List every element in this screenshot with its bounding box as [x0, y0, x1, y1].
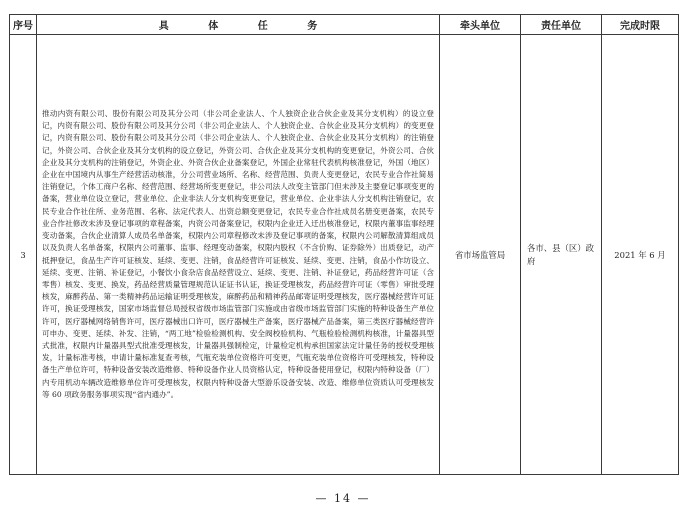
- header-responsible-unit: 责任单位: [521, 15, 602, 35]
- row-number: 3: [10, 35, 37, 475]
- task-table: [9, 14, 679, 475]
- responsible-unit: 各市、县（区）政府: [521, 35, 602, 475]
- table-header-row: [10, 15, 679, 35]
- header-deadline: 完成时限: [602, 15, 679, 35]
- page-number: — 14 —: [315, 492, 371, 505]
- task-description: 推动内资有限公司、股份有限公司及其分公司（非公司企业法人、个人独资企业合伙企业及其分支机构）的设立登记，内资有限公司、股份有限公司及其分公司（非公司企业法人、个人独资企业、合伙企业及其分支机构）的变更登记，内资有限公司、股份有限公司及其分公司（非公司企业法人、个人独资企业、合伙企业及其分支机构）的注销登记，外资公司、合伙企业及其分支机构的设立登记，外资公司、合伙企业及其分支机构的变更登记，外资公司、合伙企业及其分支机构的注销登记，外资企业、外资合伙企业备案登记，外国企业常驻代表机构核准登记，外国（地区）企业在中国境内从事生产经营活动核准，分公司营业场所、名称、经营范围、负责人变更登记，农民专业合作社简易注销登记，个体工商户名称、经营范围、经营场所变更登记，非公司法人改变主管部门但未涉及主要登记事项变更的备案，营业单位设立登记，营业单位、企业非法人分支机构变更登记，营业单位、企业非法人分支机构注销登记，农民专业合作社住所、业务范围、名称、法定代表人、出资总额变更登记，农民专业合作社成员名册变更备案，农民专业合作社修改未涉及登记事项的章程备案，内资公司备案登记，权限内企业迁入迁出核准登记，权限内董事监事经理变动备案，合伙企业清算人成员名单备案，权限内公司章程修改未涉及登记事项的备案，权限内公司解散清算组成员以及负责人名单备案，权限内公司董事、监事、经理变动备案，权限内股权（不含价购、证券除外）出质登记，动产抵押登记，食品生产许可证核发、延续、变更、注销，食品经营许可证核发、延续、变更、注销，食品小作坊设立、延续、变更、注销、补证登记，小餐饮小食杂店食品经营设立、延续、变更、注销、补证登记，药品经营许可证（含零售）核发、变更、换发，药品经营质量管理规范认证证书认证，换证受理核发，药品经营许可证（零售）审批受理核发，麻醉药品、第一类精神药品运输证明受理核发，麻醉药品和精神药品邮寄证明受理核发，医疗器械经营许可证许可，换证受理核发，国家市场监督总局授权省级市场监管部门实施或由省级市场监管部门实施的特种设备生产单位许可，医疗器械网络销售许可，医疗器械出口许可，医疗器械生产备案，医疗器械产品备案，第三类医疗器械经营许可申办、变更、延续、补发、注销，“两工地”检验检测机构、安全阀校验机构、气瓶检验检测机构核准，计量器具型式批准，权限内计量器具型式批准受理核发，计量器具强制检定，计量检定机构承担国家法定计量任务的授权受理核发，计量标准考核，申请计量标准复查考核，气瓶充装单位资格许可变更，气瓶充装单位资格许可受理核发，特种设备生产单位许可，特种设备安装改造维修、特种设备作业人员资格认定，特种设备使用登记，权限内特种设备（厂）内专用机动车辆改造维修单位许可受理核发，权限内特种设备大型游乐设备安装、改造、维修单位资质认可受理核发等 60 项政务服务事项实现“省内通办”。: [37, 35, 440, 475]
- header-num: 序号: [10, 15, 37, 35]
- deadline: 2021 年 6 月: [602, 35, 679, 475]
- header-task: 具 体 任 务: [37, 15, 440, 35]
- lead-unit: 省市场监管局: [440, 35, 521, 475]
- table-row: [10, 35, 679, 475]
- header-lead-unit: 牵头单位: [440, 15, 521, 35]
